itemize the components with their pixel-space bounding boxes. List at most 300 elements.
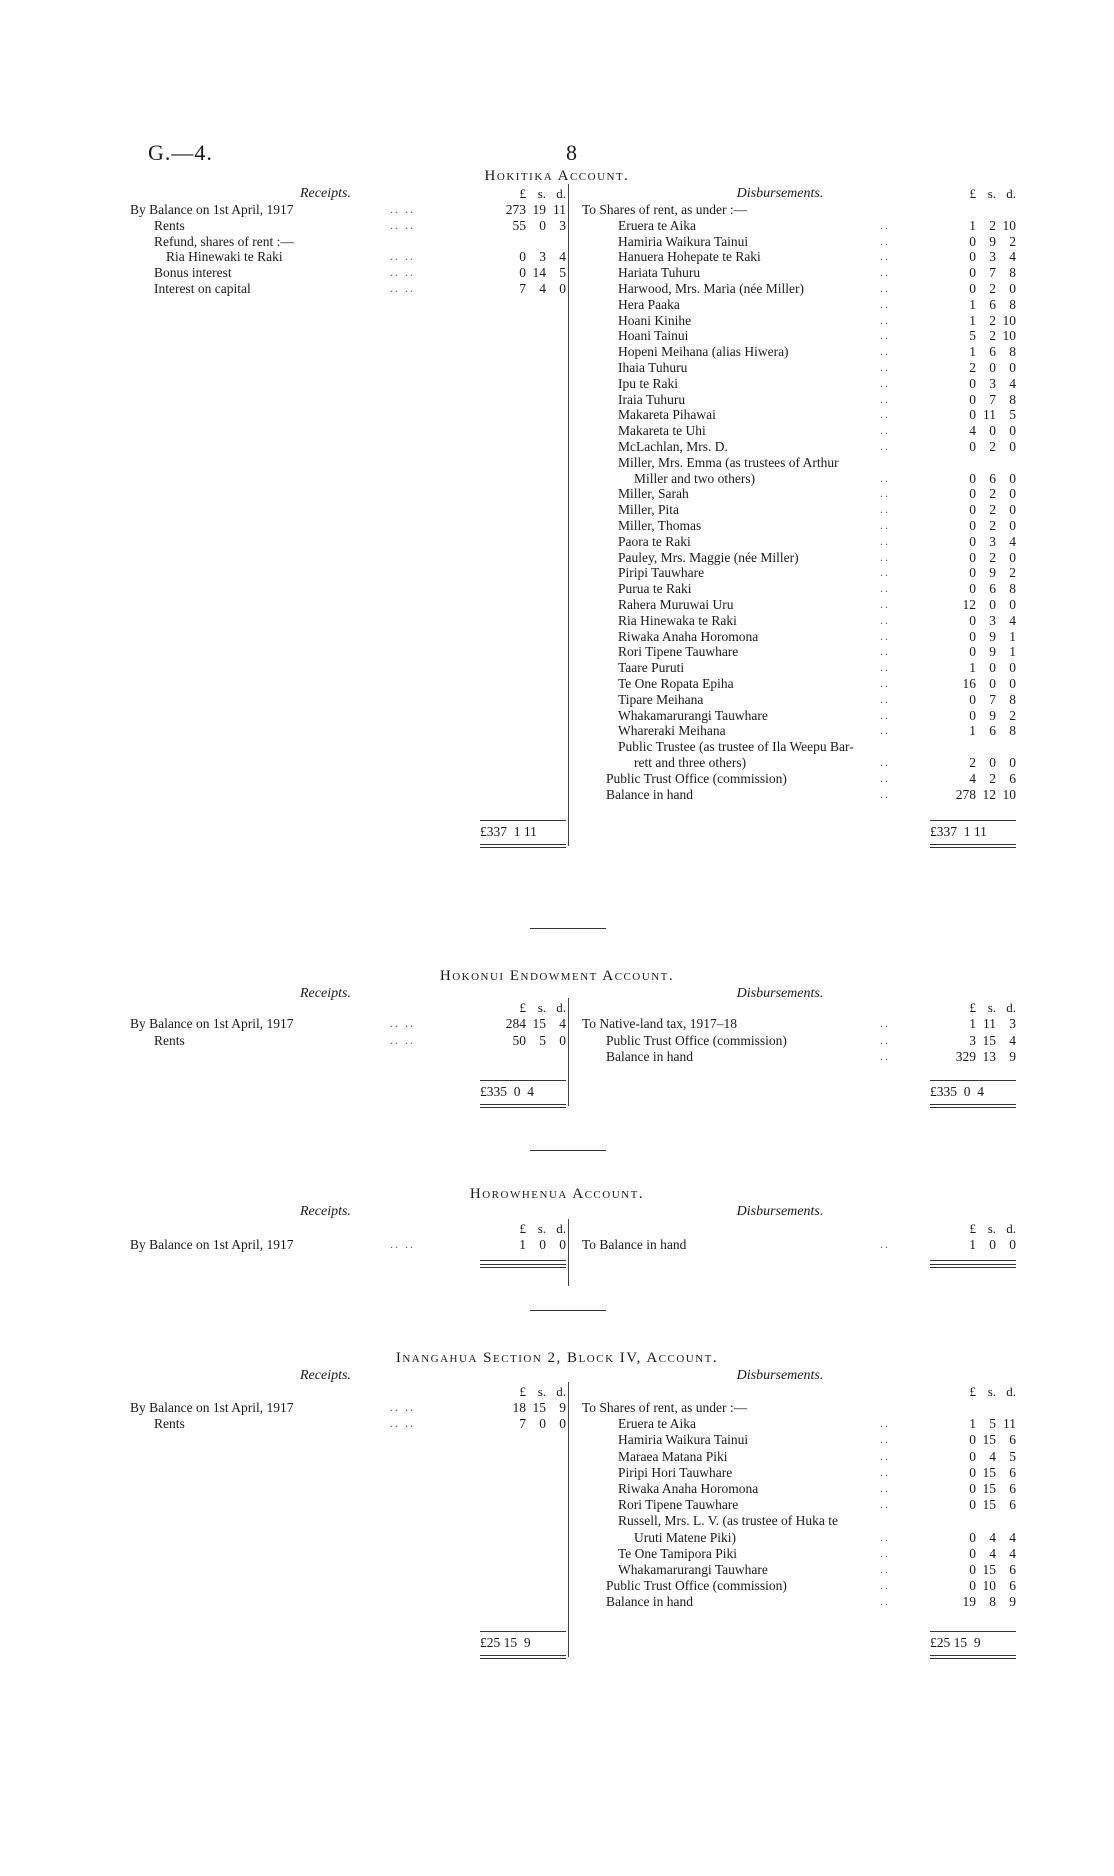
leader-dots: .. xyxy=(880,1529,890,1544)
disbursement-amount xyxy=(940,565,1016,581)
disbursement-item: To Shares of rent, as under :— xyxy=(582,1400,748,1415)
disbursement-amount xyxy=(940,202,1016,218)
receipts-money-header-col: d. xyxy=(556,1221,566,1236)
disbursement-amount xyxy=(940,281,1016,297)
disbursement-amount xyxy=(940,471,1016,487)
receipt-amount xyxy=(490,1033,566,1049)
disbursement-amount-s: 6 xyxy=(989,723,996,739)
disbursement-item: Iraia Tuhuru xyxy=(618,391,686,407)
disbursement-item: Harwood, Mrs. Maria (née Miller) xyxy=(618,281,804,296)
disbursement-amount-d: 8 xyxy=(1009,391,1016,407)
leader-dots: .. xyxy=(880,1545,890,1560)
disbursements-money-header xyxy=(940,1221,1016,1237)
disbursement-amount xyxy=(940,1400,1016,1416)
disbursement-amount-s: 2 xyxy=(989,770,996,786)
disbursement-amount xyxy=(940,1465,1016,1481)
disbursement-amount-d: 8 xyxy=(1009,723,1016,739)
receipt-amount-s: 0 xyxy=(539,1416,546,1432)
disbursement-amount-s: 3 xyxy=(989,249,996,265)
receipts-total-rule-top xyxy=(480,1080,566,1081)
disbursement-amount-d: 0 xyxy=(1009,1237,1016,1252)
disbursement-amount-s: 3 xyxy=(989,533,996,549)
leader-dots: .. xyxy=(880,1448,890,1463)
disbursement-amount-l: 0 xyxy=(969,502,976,518)
disbursements-money-header-col: d. xyxy=(1006,1000,1016,1015)
disbursement-amount xyxy=(940,660,1016,676)
leader-dots: .. xyxy=(880,233,890,248)
receipts-total-rule-double xyxy=(480,1264,566,1265)
disbursement-amount-s: 2 xyxy=(989,281,996,296)
receipt-amount-s: 5 xyxy=(539,1032,546,1048)
disbursement-amount-d: 9 xyxy=(1009,1049,1016,1064)
receipts-money-header-col: £ xyxy=(519,1000,526,1015)
disbursement-amount-d: 0 xyxy=(1009,360,1016,375)
receipt-amount-d: 0 xyxy=(559,1032,566,1048)
receipt-item: Rents xyxy=(154,1032,185,1048)
leader-dots: .. xyxy=(880,328,890,343)
disbursement-amount-l: 4 xyxy=(969,423,976,439)
disbursements-label: Disbursements. xyxy=(736,186,824,201)
disbursement-amount-l: 1 xyxy=(969,1416,976,1432)
receipt-amount-l: 273 xyxy=(505,202,526,217)
disbursement-item: Ihaia Tuhuru xyxy=(618,360,688,375)
receipt-amount-l: 50 xyxy=(512,1032,526,1048)
leader-dots: .. xyxy=(880,217,890,232)
receipt-amount-s: 15 xyxy=(532,1016,546,1031)
disbursement-amount-s: 0 xyxy=(989,360,996,375)
disbursement-amount-s: 2 xyxy=(989,549,996,565)
disbursement-amount-s: 9 xyxy=(989,565,996,581)
disbursements-money-header-col: s. xyxy=(987,1384,996,1399)
disbursement-amount-d: 0 xyxy=(1009,486,1016,502)
disbursement-amount-s: 4 xyxy=(989,1545,996,1561)
disbursement-amount xyxy=(940,597,1016,613)
disbursement-amount xyxy=(940,407,1016,423)
leader-dots: .. xyxy=(880,1049,890,1063)
disbursement-amount xyxy=(940,218,1016,234)
disbursement-amount-l: 0 xyxy=(969,612,976,628)
receipts-money-header-col: s. xyxy=(537,1000,546,1015)
disbursement-amount-l: 0 xyxy=(969,1562,976,1577)
disbursement-amount-s: 9 xyxy=(989,644,996,660)
leader-dots: .. xyxy=(880,1416,890,1431)
disbursement-amount-s: 2 xyxy=(989,486,996,502)
disbursement-amount-l: 1 xyxy=(969,344,976,360)
receipt-amount xyxy=(490,1237,566,1253)
leader-dots: .. xyxy=(880,1562,890,1576)
receipts-money-header-col: £ xyxy=(519,186,526,201)
receipts-total-rule-double xyxy=(480,844,566,845)
leader-dots: .. .. xyxy=(390,1237,415,1251)
leader-dots: .. xyxy=(880,391,890,406)
disbursement-amount-s: 2 xyxy=(989,217,996,233)
leader-dots: .. xyxy=(880,1578,890,1593)
leader-dots: .. xyxy=(880,549,890,564)
disbursement-amount-l: 0 xyxy=(969,581,976,597)
disbursement-amount-d: 2 xyxy=(1009,707,1016,723)
disbursement-amount xyxy=(940,708,1016,724)
disbursement-item: Uruti Matene Piki) xyxy=(634,1529,736,1545)
disbursement-amount-l: 4 xyxy=(969,770,976,786)
receipt-amount-l: 18 xyxy=(512,1400,526,1415)
disbursement-item: To Shares of rent, as under :— xyxy=(582,202,748,217)
receipt-amount-l: 284 xyxy=(505,1016,526,1031)
disbursement-amount xyxy=(940,534,1016,550)
disbursement-amount-s: 6 xyxy=(989,344,996,360)
leader-dots: .. xyxy=(880,581,890,596)
disbursement-amount-l: 0 xyxy=(969,265,976,281)
disbursement-amount-d: 2 xyxy=(1009,233,1016,249)
disbursement-amount-s: 6 xyxy=(989,296,996,312)
receipt-amount-l: 0 xyxy=(519,265,526,281)
disbursement-amount-d: 4 xyxy=(1009,1545,1016,1561)
disbursement-amount-d: 6 xyxy=(1009,1562,1016,1577)
leader-dots: .. xyxy=(880,533,890,548)
receipts-money-header-col: d. xyxy=(556,186,566,201)
disbursement-item: Hopeni Meihana (alias Hiwera) xyxy=(618,344,789,360)
disbursement-amount xyxy=(940,486,1016,502)
disbursement-amount xyxy=(940,423,1016,439)
disbursement-amount-s: 13 xyxy=(982,1049,996,1064)
leader-dots: .. xyxy=(880,1032,890,1047)
receipt-item: Rents xyxy=(154,1416,185,1432)
receipt-item: By Balance on 1st April, 1917 xyxy=(130,1016,294,1031)
disbursement-item: McLachlan, Mrs. D. xyxy=(618,439,728,454)
disbursements-total: £335 0 4 xyxy=(930,1083,984,1099)
disbursement-amount xyxy=(940,360,1016,376)
disbursement-item: Public Trustee (as trustee of Ila Weepu Bar- xyxy=(618,739,854,755)
disbursement-amount-d: 11 xyxy=(1003,1416,1016,1432)
leader-dots: .. xyxy=(880,1464,890,1479)
disbursement-amount-s: 2 xyxy=(989,502,996,518)
disbursement-amount-l: 16 xyxy=(962,676,976,691)
disbursement-amount-d: 3 xyxy=(1009,1016,1016,1031)
disbursement-amount-l: 278 xyxy=(955,786,976,802)
disbursement-amount-s: 0 xyxy=(989,755,996,770)
disbursement-amount-l: 1 xyxy=(969,723,976,739)
disbursement-amount-s: 7 xyxy=(989,265,996,281)
disbursements-label: Disbursements. xyxy=(736,1368,824,1383)
leader-dots: .. .. xyxy=(390,1016,415,1030)
disbursement-amount-d: 0 xyxy=(1009,423,1016,439)
disbursement-amount-s: 5 xyxy=(989,1416,996,1432)
disbursement-amount xyxy=(940,1497,1016,1513)
leader-dots: .. xyxy=(880,249,890,264)
disbursement-item: Hamiria Waikura Tainui xyxy=(618,1432,749,1448)
disbursement-amount-l: 0 xyxy=(969,1448,976,1464)
account-title: Horowhenua Account. xyxy=(469,1186,645,1202)
disbursement-amount-s: 15 xyxy=(982,1032,996,1048)
leader-dots: .. .. xyxy=(390,202,415,216)
disbursement-amount-s: 15 xyxy=(982,1497,996,1513)
disbursement-amount-l: 0 xyxy=(969,691,976,707)
receipt-amount-s: 19 xyxy=(532,202,546,217)
receipt-amount xyxy=(490,234,566,250)
disbursement-amount-d: 6 xyxy=(1009,1432,1016,1448)
disbursement-amount xyxy=(940,676,1016,692)
disbursements-money-header xyxy=(940,1384,1016,1400)
disbursement-amount-l: 0 xyxy=(969,565,976,581)
disbursement-amount xyxy=(940,739,1016,755)
receipt-amount-s: 0 xyxy=(539,217,546,233)
disbursement-amount xyxy=(940,1049,1016,1065)
disbursement-item: Taare Puruti xyxy=(618,660,685,676)
disbursement-amount xyxy=(940,581,1016,597)
disbursement-item: Miller and two others) xyxy=(634,470,756,486)
receipt-amount xyxy=(490,265,566,281)
disbursements-money-header-col: d. xyxy=(1006,186,1016,201)
leader-dots: .. .. xyxy=(390,281,415,295)
disbursement-item: Maraea Matana Piki xyxy=(618,1448,728,1464)
account-title: Inangahua Section 2, Block IV, Account. xyxy=(395,1350,719,1366)
leader-dots: .. xyxy=(880,502,890,517)
receipt-amount xyxy=(490,1416,566,1432)
receipt-amount-d: 3 xyxy=(559,217,566,233)
receipts-label: Receipts. xyxy=(300,186,351,201)
leader-dots: .. xyxy=(880,786,890,801)
disbursements-total-rule-top xyxy=(930,1631,1016,1632)
leader-dots: .. xyxy=(880,312,890,327)
leader-dots: .. xyxy=(880,597,890,611)
receipts-money-header xyxy=(490,186,566,202)
receipts-total: £335 0 4 xyxy=(480,1083,534,1099)
disbursement-amount-s: 6 xyxy=(989,581,996,597)
leader-dots: .. xyxy=(880,1432,890,1447)
disbursements-money-header-col: £ xyxy=(969,1384,976,1399)
disbursement-amount-s: 4 xyxy=(989,1448,996,1464)
disbursement-amount-s: 0 xyxy=(989,597,996,612)
leader-dots: .. xyxy=(880,755,890,769)
leader-dots: .. xyxy=(880,644,890,659)
disbursement-amount-l: 19 xyxy=(962,1594,976,1610)
disbursement-amount-d: 0 xyxy=(1009,281,1016,296)
disbursement-amount-s: 7 xyxy=(989,691,996,707)
disbursement-amount-l: 0 xyxy=(969,281,976,296)
disbursement-amount-l: 2 xyxy=(969,755,976,770)
disbursement-amount-d: 4 xyxy=(1009,1529,1016,1545)
leader-dots: .. xyxy=(880,518,890,532)
disbursements-money-header-col: s. xyxy=(987,186,996,201)
disbursement-amount xyxy=(940,1481,1016,1497)
leader-dots: .. xyxy=(880,565,890,580)
disbursement-amount xyxy=(940,723,1016,739)
disbursement-amount-d: 6 xyxy=(1009,770,1016,786)
leader-dots: .. xyxy=(880,375,890,390)
leader-dots: .. xyxy=(880,265,890,280)
disbursement-amount-d: 8 xyxy=(1009,344,1016,360)
disbursement-item: Miller, Mrs. Emma (as trustees of Arthur xyxy=(618,454,839,470)
disbursement-amount-l: 0 xyxy=(969,1497,976,1513)
account-title: Hokonui Endowment Account. xyxy=(439,968,675,984)
disbursement-amount xyxy=(940,518,1016,534)
disbursements-money-header-col: d. xyxy=(1006,1384,1016,1399)
disbursement-amount-s: 0 xyxy=(989,660,996,676)
disbursement-amount-s: 15 xyxy=(982,1481,996,1496)
disbursement-amount-l: 1 xyxy=(969,217,976,233)
disbursement-item: Hoani Tainui xyxy=(618,328,689,344)
disbursements-total-rule-double xyxy=(930,844,1016,845)
disbursement-amount-d: 4 xyxy=(1009,249,1016,265)
disbursement-item: Russell, Mrs. L. V. (as trustee of Huka te xyxy=(618,1513,838,1529)
disbursement-amount-l: 0 xyxy=(969,249,976,265)
disbursement-item: Riwaka Anaha Horomona xyxy=(618,628,759,644)
disbursement-item: Makareta Pihawai xyxy=(618,407,716,423)
leader-dots: .. xyxy=(880,360,890,374)
receipts-money-header-col: s. xyxy=(537,1221,546,1236)
disbursements-total-rule-double xyxy=(930,1655,1016,1656)
disbursement-amount-s: 11 xyxy=(983,1016,996,1031)
disbursement-amount-s: 4 xyxy=(989,1529,996,1545)
receipt-amount-d: 4 xyxy=(559,249,566,265)
leader-dots: .. xyxy=(880,770,890,785)
disbursement-amount xyxy=(940,1033,1016,1049)
disbursements-money-header-col: £ xyxy=(969,186,976,201)
disbursement-amount xyxy=(940,313,1016,329)
disbursement-item: rett and three others) xyxy=(634,755,747,770)
disbursements-label: Disbursements. xyxy=(736,1204,824,1219)
receipts-total-rule-top xyxy=(480,1631,566,1632)
disbursement-amount-d: 4 xyxy=(1009,375,1016,391)
disbursement-amount xyxy=(940,771,1016,787)
disbursement-amount-s: 9 xyxy=(989,628,996,644)
disbursement-amount-s: 0 xyxy=(989,423,996,439)
disbursement-amount-d: 0 xyxy=(1009,755,1016,770)
receipts-money-header-col: s. xyxy=(537,186,546,201)
receipt-amount-s: 4 xyxy=(539,281,546,296)
disbursement-amount-l: 0 xyxy=(969,1464,976,1480)
disbursement-amount xyxy=(940,439,1016,455)
receipt-amount xyxy=(490,202,566,218)
receipts-money-header xyxy=(490,1384,566,1400)
disbursement-amount-d: 10 xyxy=(1002,786,1016,802)
leader-dots: .. xyxy=(880,1016,890,1030)
disbursement-item: Rori Tipene Tauwhare xyxy=(618,644,739,660)
disbursement-amount-d: 6 xyxy=(1009,1481,1016,1496)
disbursement-amount-s: 11 xyxy=(983,407,996,423)
disbursement-amount-l: 1 xyxy=(969,296,976,312)
disbursement-item: Whakamarurangi Tauwhare xyxy=(618,707,768,723)
receipt-item: Bonus interest xyxy=(154,265,232,281)
disbursement-amount-d: 5 xyxy=(1009,407,1016,423)
receipts-money-header-col: s. xyxy=(537,1384,546,1399)
disbursement-item: Rahera Muruwai Uru xyxy=(618,597,734,612)
disbursements-total-rule-top xyxy=(930,820,1016,821)
disbursement-item: Rori Tipene Tauwhare xyxy=(618,1497,739,1513)
leader-dots: .. .. xyxy=(390,265,415,280)
leader-dots: .. xyxy=(880,1481,890,1495)
receipts-total: £25 15 9 xyxy=(480,1634,531,1650)
disbursement-amount-l: 0 xyxy=(969,375,976,391)
disbursement-amount-s: 8 xyxy=(989,1594,996,1610)
receipt-amount-s: 15 xyxy=(532,1400,546,1415)
disbursement-item: Ria Hinewaka te Raki xyxy=(618,612,737,628)
disbursement-item: To Balance in hand xyxy=(582,1237,687,1252)
disbursement-item: Ipu te Raki xyxy=(618,375,678,391)
leader-dots: .. xyxy=(880,612,890,627)
receipts-money-header xyxy=(490,1221,566,1237)
disbursement-amount xyxy=(940,249,1016,265)
disbursement-item: Riwaka Anaha Horomona xyxy=(618,1481,759,1496)
leader-dots: .. .. xyxy=(390,1032,415,1047)
disbursement-amount xyxy=(940,376,1016,392)
disbursement-amount-l: 2 xyxy=(969,360,976,375)
disbursement-amount-d: 8 xyxy=(1009,296,1016,312)
disbursement-amount-d: 10 xyxy=(1002,312,1016,328)
disbursement-amount-d: 2 xyxy=(1009,565,1016,581)
disbursement-item: Te One Tamipora Piki xyxy=(618,1545,737,1561)
disbursement-amount-d: 0 xyxy=(1009,676,1016,691)
section-separator xyxy=(530,928,606,929)
receipt-item: By Balance on 1st April, 1917 xyxy=(130,1237,294,1252)
leader-dots: .. xyxy=(880,486,890,501)
leader-dots: .. xyxy=(880,470,890,485)
leader-dots: .. .. xyxy=(390,1416,415,1431)
account-title: Hokitika Account. xyxy=(484,168,630,184)
disbursements-total-rule-top xyxy=(930,1260,1016,1261)
disbursement-item: Hariata Tuhuru xyxy=(618,265,701,281)
leader-dots: .. xyxy=(880,281,890,295)
disbursement-item: Balance in hand xyxy=(606,786,693,802)
disbursement-amount-l: 3 xyxy=(969,1032,976,1048)
receipts-total-rule-double xyxy=(480,1107,566,1108)
disbursement-amount-l: 0 xyxy=(969,407,976,423)
leader-dots: .. xyxy=(880,439,890,453)
disbursement-item: Purua te Raki xyxy=(618,581,692,597)
receipts-total: £337 1 11 xyxy=(480,824,537,840)
disbursements-money-header-col: £ xyxy=(969,1221,976,1236)
receipt-item: Ria Hinewaki te Raki xyxy=(166,249,283,265)
column-divider xyxy=(568,1382,569,1657)
receipt-amount-d: 9 xyxy=(559,1400,566,1415)
disbursement-amount xyxy=(940,692,1016,708)
disbursement-amount-d: 0 xyxy=(1009,549,1016,565)
disbursement-amount xyxy=(940,344,1016,360)
disbursement-amount xyxy=(940,1237,1016,1253)
disbursement-amount-s: 10 xyxy=(982,1578,996,1594)
disbursement-amount xyxy=(940,1578,1016,1594)
leader-dots: .. xyxy=(880,628,890,643)
disbursement-amount-s: 15 xyxy=(982,1464,996,1480)
disbursement-amount xyxy=(940,629,1016,645)
leader-dots: .. xyxy=(880,723,890,738)
receipt-amount-l: 0 xyxy=(519,249,526,265)
disbursement-item: Pauley, Mrs. Maggie (née Miller) xyxy=(618,549,799,565)
disbursement-amount-s: 15 xyxy=(982,1562,996,1577)
disbursement-amount-d: 1 xyxy=(1009,628,1016,644)
disbursement-amount-l: 0 xyxy=(969,233,976,249)
disbursement-amount-l: 0 xyxy=(969,518,976,533)
disbursement-amount xyxy=(940,392,1016,408)
disbursement-amount-l: 1 xyxy=(969,1237,976,1252)
disbursement-amount xyxy=(940,1562,1016,1578)
disbursement-item: Eruera te Aika xyxy=(618,217,696,233)
receipt-item: Rents xyxy=(154,217,185,233)
disbursement-amount-l: 0 xyxy=(969,628,976,644)
disbursement-amount-l: 1 xyxy=(969,312,976,328)
receipt-amount-l: 7 xyxy=(519,281,526,296)
leader-dots: .. xyxy=(880,691,890,706)
disbursement-item: Whakamarurangi Tauwhare xyxy=(618,1562,768,1577)
receipts-total-rule-double xyxy=(480,1267,566,1268)
disbursement-amount-s: 9 xyxy=(989,233,996,249)
receipts-total-rule-double xyxy=(480,1658,566,1659)
disbursement-amount-d: 10 xyxy=(1002,217,1016,233)
disbursement-amount-l: 0 xyxy=(969,549,976,565)
receipt-amount-d: 4 xyxy=(559,1016,566,1031)
disbursement-amount-d: 4 xyxy=(1009,533,1016,549)
disbursement-amount-d: 0 xyxy=(1009,439,1016,454)
disbursement-amount-l: 329 xyxy=(955,1049,976,1064)
